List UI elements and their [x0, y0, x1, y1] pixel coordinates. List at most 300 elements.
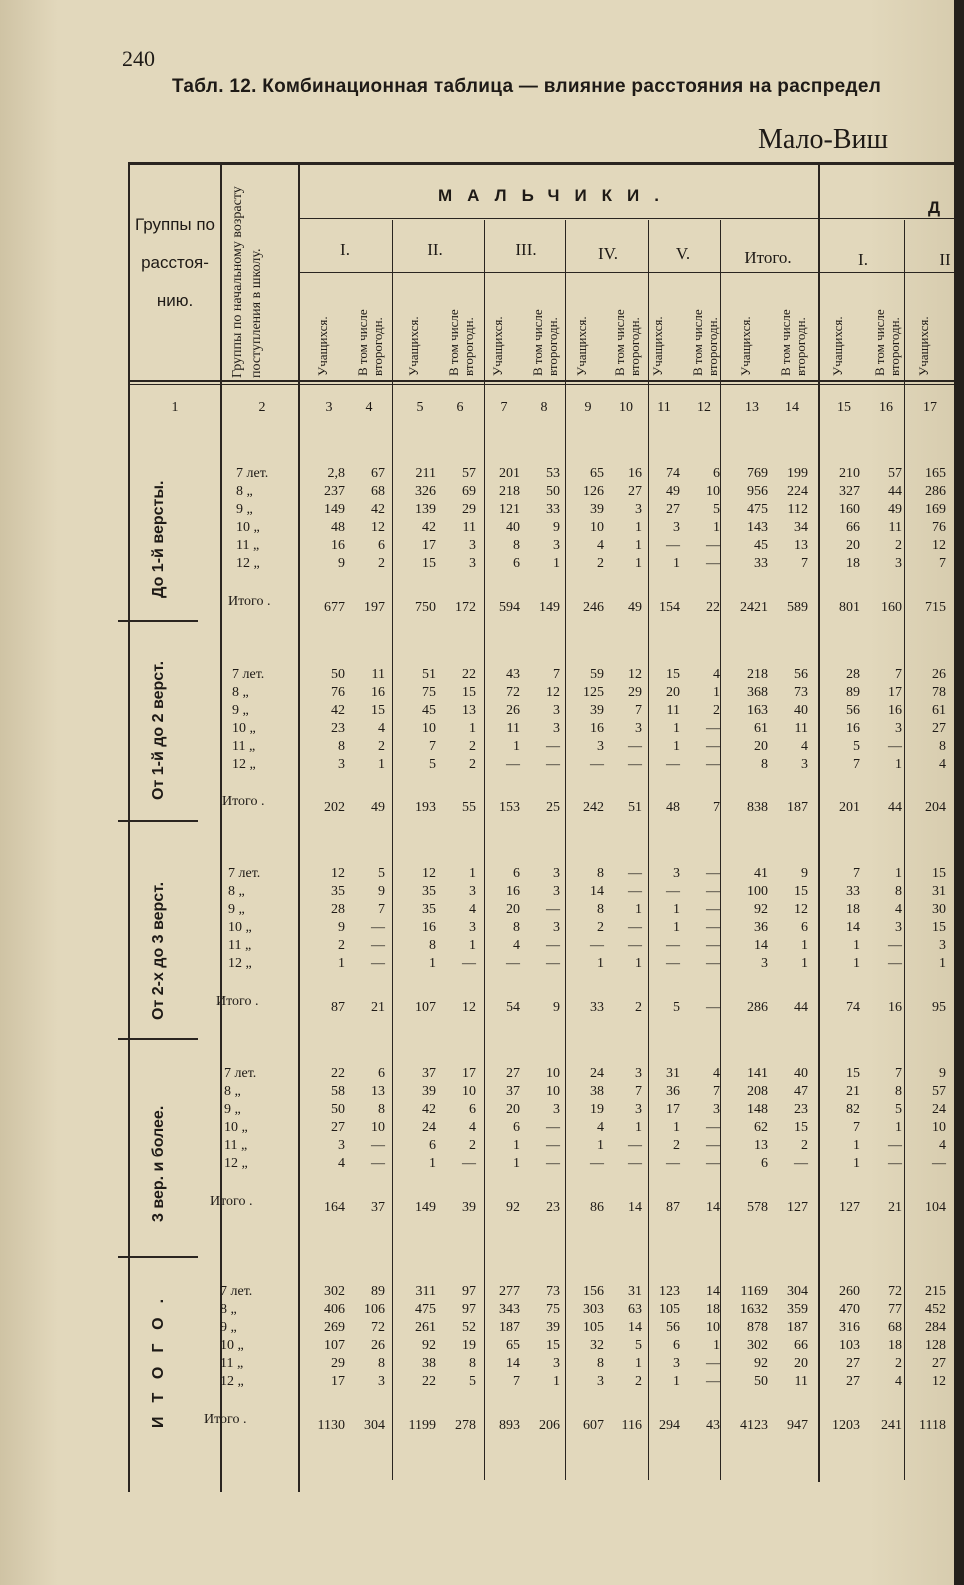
section-label-2: От 1-й до 2 верст. [150, 660, 167, 800]
table-cell: 67 [371, 466, 385, 481]
age-label: 8 „ [236, 484, 253, 499]
table-cell: — [706, 938, 720, 953]
table-cell: — [590, 1156, 604, 1171]
table-cell: 16 [371, 685, 385, 700]
table-cell: 12 [932, 538, 946, 553]
table-cell: 74 [666, 466, 680, 481]
total-cell: 48 [666, 800, 680, 815]
table-cell: 2 [378, 556, 385, 571]
table-cell: 148 [747, 1102, 768, 1117]
table-cell: 1 [895, 866, 902, 881]
table-cell: 69 [462, 484, 476, 499]
table-cell: 2 [469, 739, 476, 754]
total-cell: 607 [583, 1418, 604, 1433]
total-label: Итого . [204, 1412, 247, 1427]
girls-grade-1-header: I. [858, 250, 868, 269]
table-cell: 6 [429, 1138, 436, 1153]
table-cell: 3 [553, 866, 560, 881]
column-number: 3 [325, 400, 333, 415]
table-cell: 1 [673, 739, 680, 754]
table-cell: 63 [628, 1302, 642, 1317]
total-cell: 49 [371, 800, 385, 815]
table-cell: 15 [846, 1066, 860, 1081]
table-cell: 3 [801, 757, 808, 772]
total-cell: 7 [713, 800, 720, 815]
table-cell: 1 [597, 1138, 604, 1153]
total-cell: 242 [583, 800, 604, 815]
table-cell: — [546, 1120, 560, 1135]
table-cell: 2 [635, 1374, 642, 1389]
table-cell: 16 [506, 884, 520, 899]
grade-3-header: III. [515, 240, 537, 259]
total-cell: 838 [747, 800, 768, 815]
table-cell: 3 [761, 956, 768, 971]
table-cell: 139 [415, 502, 436, 517]
table-cell: 3 [553, 1356, 560, 1371]
table-cell: 26 [371, 1338, 385, 1353]
table-cell: 277 [499, 1284, 520, 1299]
table-cell: 149 [324, 502, 345, 517]
table-cell: 19 [590, 1102, 604, 1117]
table-cell: 470 [839, 1302, 860, 1317]
table-cell: — [371, 1156, 385, 1171]
table-cell: 304 [787, 1284, 808, 1299]
table-cell: 3 [597, 1374, 604, 1389]
table-cell: 3 [553, 920, 560, 935]
table-cell: 33 [754, 556, 768, 571]
total-cell: 14 [706, 1200, 720, 1215]
total-cell: — [706, 1000, 720, 1015]
age-label: 9 „ [228, 902, 245, 917]
table-cell: 3 [635, 721, 642, 736]
total-cell: 594 [499, 600, 520, 615]
table-cell: 43 [506, 667, 520, 682]
table-cell: 1 [378, 757, 385, 772]
table-cell: 123 [659, 1284, 680, 1299]
table-cell: 21 [846, 1084, 860, 1099]
table-cell: 37 [422, 1066, 436, 1081]
table-cell: 82 [846, 1102, 860, 1117]
table-cell: 29 [331, 1356, 345, 1371]
table-cell: 9 [338, 920, 345, 935]
colnum-bottom-rule [128, 384, 954, 385]
table-cell: 22 [331, 1066, 345, 1081]
table-cell: 14 [754, 938, 768, 953]
table-cell: — [666, 1156, 680, 1171]
total-cell: 86 [590, 1200, 604, 1215]
table-cell: 1632 [740, 1302, 768, 1317]
table-cell: 10 [590, 520, 604, 535]
table-cell: 16 [846, 721, 860, 736]
total-cell: 1199 [408, 1418, 436, 1433]
table-cell: 1 [895, 757, 902, 772]
table-cell: 215 [925, 1284, 946, 1299]
table-cell: 23 [331, 721, 345, 736]
total-cell: 12 [462, 1000, 476, 1015]
sub-header-students: Учащихся. [650, 316, 665, 376]
table-cell: 11 [794, 721, 808, 736]
age-label: 7 лет. [228, 866, 261, 881]
column-number: 4 [365, 400, 373, 415]
table-cell: 56 [794, 667, 808, 682]
age-label: 12 „ [228, 956, 252, 971]
total-cell: 74 [846, 1000, 860, 1015]
table-cell: — [462, 1156, 476, 1171]
age-label: 8 „ [232, 685, 249, 700]
table-cell: 3 [469, 884, 476, 899]
table-cell: 75 [422, 685, 436, 700]
table-cell: — [706, 884, 720, 899]
table-cell: 4 [801, 739, 808, 754]
table-cell: 261 [415, 1320, 436, 1335]
table-cell: 3 [635, 1066, 642, 1081]
table-cell: 13 [462, 703, 476, 718]
table-cell: 73 [546, 1284, 560, 1299]
age-label: 8 „ [228, 884, 245, 899]
table-cell: 16 [888, 703, 902, 718]
table-cell: 303 [583, 1302, 604, 1317]
age-label: 10 „ [232, 721, 256, 736]
table-cell: 24 [422, 1120, 436, 1135]
table-cell: 8 [895, 1084, 902, 1099]
age-label: 10 „ [236, 520, 260, 535]
table-cell: 57 [462, 466, 476, 481]
table-subtitle: Мало-Виш [758, 124, 889, 155]
table-cell: 211 [415, 466, 436, 481]
table-cell: 56 [666, 1320, 680, 1335]
sub-header-students: Учащихся. [315, 316, 330, 376]
table-cell: 165 [925, 466, 946, 481]
sub-header-repeaters: В том числе второгодн. [612, 309, 642, 376]
table-cell: 156 [583, 1284, 604, 1299]
table-cell: 218 [499, 484, 520, 499]
table-cell: 36 [754, 920, 768, 935]
table-cell: 105 [659, 1302, 680, 1317]
table-cell: 13 [371, 1084, 385, 1099]
table-cell: 17 [888, 685, 902, 700]
table-cell: 11 [888, 520, 902, 535]
table-cell: — [706, 721, 720, 736]
total-cell: 14 [628, 1200, 642, 1215]
table-cell: 40 [794, 703, 808, 718]
table-cell: 1 [853, 1156, 860, 1171]
table-cell: — [590, 938, 604, 953]
table-cell: 8 [513, 538, 520, 553]
table-cell: 3 [713, 1102, 720, 1117]
total-cell: 187 [787, 800, 808, 815]
vrule-age [298, 162, 300, 1492]
table-cell: 36 [666, 1084, 680, 1099]
table-cell: 7 [801, 556, 808, 571]
table-cell: 8 [597, 866, 604, 881]
column-number: 8 [540, 400, 548, 415]
total-cell: 246 [583, 600, 604, 615]
table-cell: 3 [635, 1102, 642, 1117]
table-cell: 2 [469, 1138, 476, 1153]
total-cell: 149 [539, 600, 560, 615]
table-cell: 3 [673, 866, 680, 881]
table-cell: 45 [422, 703, 436, 718]
total-cell: 95 [932, 1000, 946, 1015]
table-cell: 1 [673, 1120, 680, 1135]
table-cell: 2 [801, 1138, 808, 1153]
age-label: 12 „ [236, 556, 260, 571]
age-label: 11 „ [220, 1356, 244, 1371]
total-cell: 104 [925, 1200, 946, 1215]
table-cell: 50 [546, 484, 560, 499]
table-cell: 2 [673, 1138, 680, 1153]
table-cell: 32 [590, 1338, 604, 1353]
table-cell: 10 [546, 1066, 560, 1081]
table-cell: 20 [754, 739, 768, 754]
table-cell: — [628, 920, 642, 935]
table-cell: 8 [338, 739, 345, 754]
table-cell: 3 [597, 739, 604, 754]
total-cell: 21 [888, 1200, 902, 1215]
column-number: 6 [456, 400, 464, 415]
table-cell: 35 [422, 884, 436, 899]
table-cell: 10 [706, 484, 720, 499]
column-number: 7 [500, 400, 508, 415]
table-cell: 1 [713, 685, 720, 700]
total-cell: 127 [839, 1200, 860, 1215]
table-cell: 49 [888, 502, 902, 517]
table-cell: 7 [853, 1120, 860, 1135]
table-cell: 15 [462, 685, 476, 700]
table-cell: — [590, 757, 604, 772]
table-cell: 11 [462, 520, 476, 535]
total-label: Итого . [222, 794, 265, 809]
table-cell: — [888, 739, 902, 754]
table-cell: — [666, 538, 680, 553]
section-sep-2 [118, 820, 198, 822]
age-label: 10 „ [220, 1338, 244, 1353]
column-number: 1 [171, 400, 179, 415]
table-cell: 4 [713, 1066, 720, 1081]
table-cell: 6 [761, 1156, 768, 1171]
total-cell: 49 [628, 600, 642, 615]
table-cell: 1 [635, 956, 642, 971]
table-cell: 62 [754, 1120, 768, 1135]
table-cell: 33 [546, 502, 560, 517]
table-cell: 41 [754, 866, 768, 881]
table-cell: — [628, 866, 642, 881]
table-cell: 10 [462, 1084, 476, 1099]
table-cell: 7 [378, 902, 385, 917]
table-cell: — [706, 1156, 720, 1171]
table-cell: — [706, 556, 720, 571]
table-cell: 22 [462, 667, 476, 682]
table-cell: 33 [846, 884, 860, 899]
table-cell: 42 [371, 502, 385, 517]
table-cell: 6 [469, 1102, 476, 1117]
table-cell: 49 [666, 484, 680, 499]
table-cell: 2 [895, 1356, 902, 1371]
table-cell: 3 [469, 556, 476, 571]
table-cell: — [706, 757, 720, 772]
total-cell: 92 [506, 1200, 520, 1215]
table-cell: — [706, 866, 720, 881]
section-sep-1 [118, 620, 198, 622]
table-cell: 34 [794, 520, 808, 535]
total-cell: 201 [839, 800, 860, 815]
table-cell: — [706, 739, 720, 754]
section-label-5: ИТОГО. [150, 1284, 167, 1428]
total-cell: 37 [371, 1200, 385, 1215]
table-cell: — [546, 739, 560, 754]
table-cell: 13 [794, 538, 808, 553]
column-number: 12 [697, 400, 711, 415]
table-cell: 224 [787, 484, 808, 499]
table-cell: 10 [546, 1084, 560, 1099]
table-cell: 11 [371, 667, 385, 682]
table-cell: 50 [331, 1102, 345, 1117]
table-cell: — [706, 1138, 720, 1153]
total-cell: 801 [839, 600, 860, 615]
table-cell: 1 [853, 938, 860, 953]
table-cell: 6 [513, 556, 520, 571]
table-cell: 15 [794, 1120, 808, 1135]
table-cell: 260 [839, 1284, 860, 1299]
table-cell: 9 [939, 1066, 946, 1081]
table-cell: 29 [628, 685, 642, 700]
table-cell: 7 [853, 757, 860, 772]
table-cell: 3 [939, 938, 946, 953]
table-cell: 1 [597, 956, 604, 971]
table-cell: 14 [846, 920, 860, 935]
table-cell: 40 [794, 1066, 808, 1081]
vrule-g1 [392, 220, 393, 1480]
age-label: 9 „ [224, 1102, 241, 1117]
table-cell: 4 [338, 1156, 345, 1171]
table-cell: 72 [506, 685, 520, 700]
table-cell: 23 [794, 1102, 808, 1117]
table-cell: 8 [597, 1356, 604, 1371]
section-sep-3 [118, 1038, 198, 1040]
table-cell: 4 [939, 1138, 946, 1153]
table-cell: 31 [628, 1284, 642, 1299]
table-cell: 15 [371, 703, 385, 718]
table-cell: 29 [462, 502, 476, 517]
table-cell: 38 [422, 1356, 436, 1371]
table-cell: 1 [635, 902, 642, 917]
total-cell: 589 [787, 600, 808, 615]
table-cell: 31 [666, 1066, 680, 1081]
table-cell: — [546, 938, 560, 953]
total-cell: 193 [415, 800, 436, 815]
table-cell: 3 [895, 556, 902, 571]
table-cell: — [666, 956, 680, 971]
table-cell: 769 [747, 466, 768, 481]
table-cell: 11 [794, 1374, 808, 1389]
table-cell: 237 [324, 484, 345, 499]
table-cell: 208 [747, 1084, 768, 1099]
table-cell: 73 [794, 685, 808, 700]
table-cell: 1 [713, 1338, 720, 1353]
table-cell: 12 [331, 866, 345, 881]
table-cell: 24 [932, 1102, 946, 1117]
total-cell: 204 [925, 800, 946, 815]
total-cell: 1203 [832, 1418, 860, 1433]
table-cell: 1 [513, 1138, 520, 1153]
table-cell: 4 [895, 1374, 902, 1389]
table-cell: 68 [371, 484, 385, 499]
table-cell: 35 [422, 902, 436, 917]
table-cell: 956 [747, 484, 768, 499]
table-cell: 65 [590, 466, 604, 481]
sub-header-students: Учащихся. [406, 316, 421, 376]
table-cell: 8 [469, 1356, 476, 1371]
table-cell: 103 [839, 1338, 860, 1353]
table-cell: 19 [462, 1338, 476, 1353]
table-cell: 3 [553, 538, 560, 553]
table-cell: 12 [628, 667, 642, 682]
sub-header-students: Учащихся. [490, 316, 505, 376]
total-cell: 304 [364, 1418, 385, 1433]
table-cell: 76 [932, 520, 946, 535]
table-cell: — [506, 956, 520, 971]
age-label: 11 „ [232, 739, 256, 754]
total-cell: 715 [925, 600, 946, 615]
table-cell: 8 [378, 1102, 385, 1117]
table-cell: 72 [888, 1284, 902, 1299]
table-cell: — [628, 1138, 642, 1153]
table-cell: 4 [597, 538, 604, 553]
table-cell: — [546, 1138, 560, 1153]
total-cell: 44 [888, 800, 902, 815]
table-cell: 2 [469, 757, 476, 772]
table-cell: 3 [553, 721, 560, 736]
age-column-label: Группы по начальному возрасту поступления в школу. [230, 186, 264, 378]
table-cell: 78 [932, 685, 946, 700]
total-cell: 54 [506, 1000, 520, 1015]
table-cell: 72 [371, 1320, 385, 1335]
table-cell: 18 [846, 902, 860, 917]
table-cell: 17 [331, 1374, 345, 1389]
table-cell: 9 [553, 520, 560, 535]
total-cell: 578 [747, 1200, 768, 1215]
table-cell: 57 [888, 466, 902, 481]
table-cell: 50 [331, 667, 345, 682]
table-cell: 42 [422, 1102, 436, 1117]
table-cell: 58 [331, 1084, 345, 1099]
table-cell: 2 [378, 739, 385, 754]
grade-2-header: II. [427, 240, 443, 259]
total-cell: 55 [462, 800, 476, 815]
age-label: 11 „ [224, 1138, 248, 1153]
total-label: Итого . [228, 594, 271, 609]
table-cell: 1 [429, 956, 436, 971]
table-cell: — [506, 757, 520, 772]
table-cell: 6 [801, 920, 808, 935]
table-cell: 1 [338, 956, 345, 971]
table-cell: 16 [331, 538, 345, 553]
table-cell: 27 [666, 502, 680, 517]
table-cell: 3 [469, 538, 476, 553]
group-column-header [132, 206, 218, 320]
table-cell: 31 [932, 884, 946, 899]
table-cell: 3 [338, 1138, 345, 1153]
table-cell: — [371, 956, 385, 971]
total-cell: 154 [659, 600, 680, 615]
table-cell: 17 [666, 1102, 680, 1117]
table-cell: 6 [378, 538, 385, 553]
table-cell: 9 [801, 866, 808, 881]
table-cell: 3 [553, 1102, 560, 1117]
table-cell: 4 [469, 902, 476, 917]
sub-header-repeaters: В том числе второгодн. [530, 309, 560, 376]
table-cell: 7 [553, 667, 560, 682]
